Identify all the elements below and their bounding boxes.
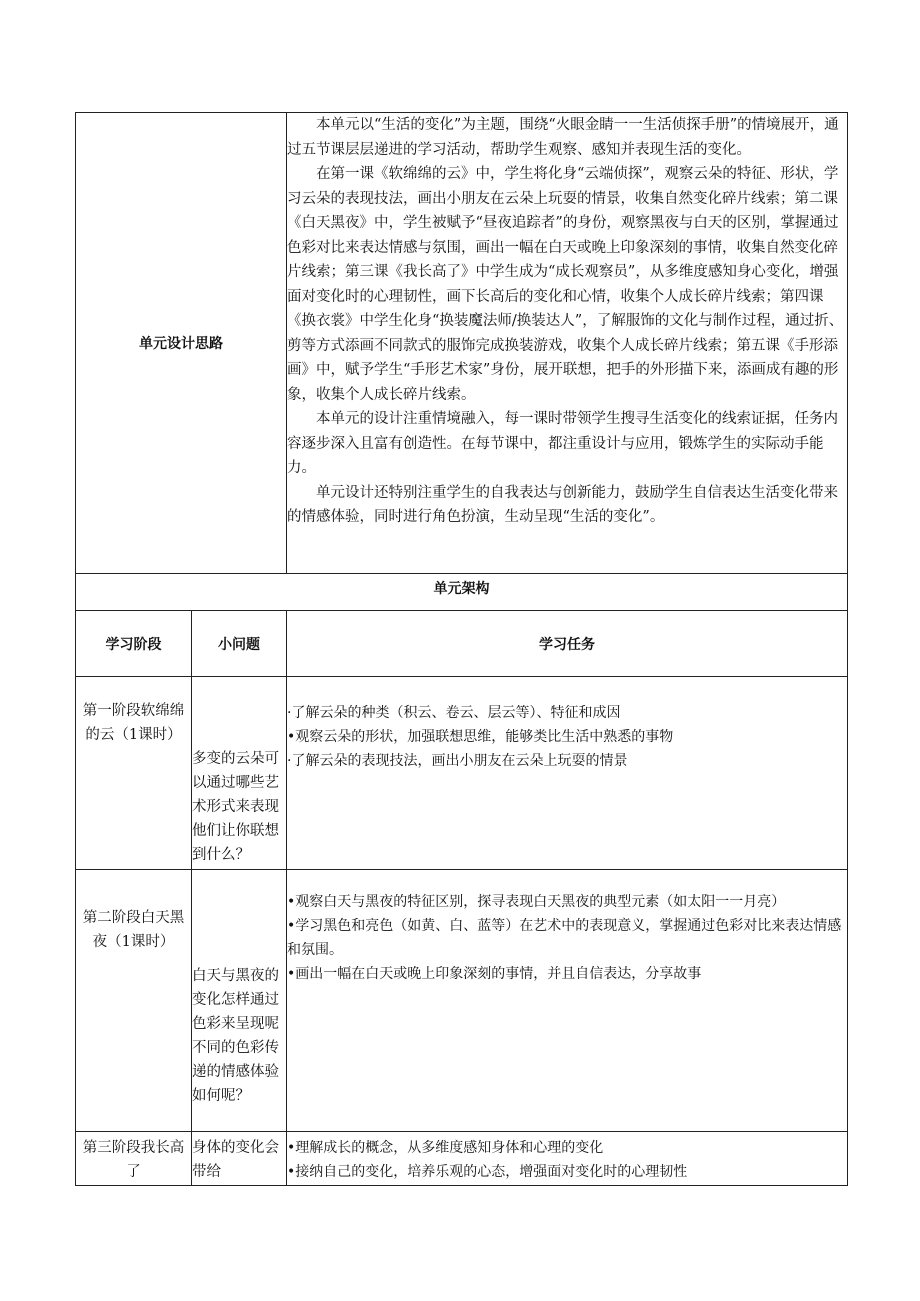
question-cell: 白天与黑夜的变化怎样通过色彩来呈现呢不同的色彩传递的情感体验如何呢？ [192, 870, 287, 1132]
table-row [76, 1132, 848, 1186]
task-item: •理解成长的概念，从多维度感知身体和心理的变化 [287, 1140, 604, 1156]
task-item: •观察云朵的形状，加强联想思维，能够类比生活中熟悉的事物 [287, 729, 674, 745]
design-text [287, 113, 848, 574]
task-item: •学习黑色和亮色（如黄、白、蓝等）在艺术中的表现意义，掌握通过色彩对比来表达情感和氛围。 [287, 918, 842, 958]
design-row [76, 113, 848, 574]
question-cell: 身体的变化会带给 [192, 1132, 287, 1186]
design-paragraph: 单元设计还特别注重学生的自我表达与创新能力，鼓励学生自信表达生活变化带来的情感体验，同时进行角色扮演，生动呈现“生活的变化”。 [287, 484, 838, 525]
architecture-title: 单元架构 [76, 574, 848, 611]
task-item: •画出一幅在白天或晚上印象深刻的事情，并且自信表达，分享故事 [287, 966, 702, 982]
tasks-cell [287, 870, 848, 1132]
tasks-cell [287, 677, 848, 870]
task-item: •观察白天与黑夜的特征区别，探寻表现白天黑夜的典型元素（如太阳一一月亮） [287, 894, 786, 910]
question-cell: 多变的云朵可以通过哪些艺术形式来表现他们让你联想到什么？ [192, 677, 287, 870]
stage-cell: 第一阶段软绵绵的云（1课时） [76, 677, 192, 870]
design-paragraph: 在第一课《软绵绵的云》中，学生将化身“云端侦探”，观察云朵的特征、形状，学习云朵的表现技法，画出小朋友在云朵上玩耍的情景，收集自然变化碎片线索；第二课《白天黑夜》中，学生被赋予“昼夜追踪者”的身份，观察黑夜与白天的区别，掌握通过色彩对比来表达情感与氛围，画出一幅在白天或晚上印象深刻的事情，收集自然变化碎片线索；第三课《我长高了》中学生成为“成长观察员”，从多维度感知身心变化，增强面对变化时的心理韧性，画下长高后的变化和心情，收集个人成长碎片线索；第四课《换衣裳》中学生化身“换装魔法师/换装达人”，了解服饰的文化与制作过程，通过折、剪等方式添画不同款式的服饰完成换装游戏，收集个人成长碎片线索；第五课《手形添画》中，赋予学生“手形艺术家”身份，展开联想，把手的外形描下来，添画成有趣的形象，收集个人成长碎片线索。 [287, 166, 844, 403]
header-tasks: 学习任务 [287, 611, 848, 677]
table-header-row [76, 611, 848, 677]
table-row [76, 870, 848, 1132]
design-paragraph: 本单元的设计注重情境融入，每一课时带领学生搜寻生活变化的线索证据，任务内容逐步深入且富有创造性。在每节课中，都注重设计与应用，锻炼学生的实际动手能力。 [287, 411, 838, 476]
architecture-title-row [76, 574, 848, 611]
task-item: ·了解云朵的表现技法，画出小朋友在云朵上玩耍的情景 [287, 753, 628, 769]
design-label: 单元设计思路 [76, 113, 287, 574]
task-item: •接纳自己的变化，培养乐观的心态，增强面对变化时的心理韧性 [287, 1164, 688, 1180]
table-row [76, 677, 848, 870]
stage-cell: 第三阶段我长高了 [76, 1132, 192, 1186]
tasks-cell [287, 1132, 848, 1186]
unit-design-table [75, 112, 848, 1186]
header-stage: 学习阶段 [76, 611, 192, 677]
design-paragraph: 本单元以“生活的变化”为主题，围绕“火眼金睛一一生活侦探手册”的情境展开，通过五节课层层递进的学习活动，帮助学生观察、感知并表现生活的变化。 [287, 117, 839, 158]
task-item: ·了解云朵的种类（积云、卷云、层云等）、特征和成因 [287, 705, 621, 721]
header-question: 小问题 [192, 611, 287, 677]
stage-cell: 第二阶段白天黑夜（1课时） [76, 870, 192, 1132]
